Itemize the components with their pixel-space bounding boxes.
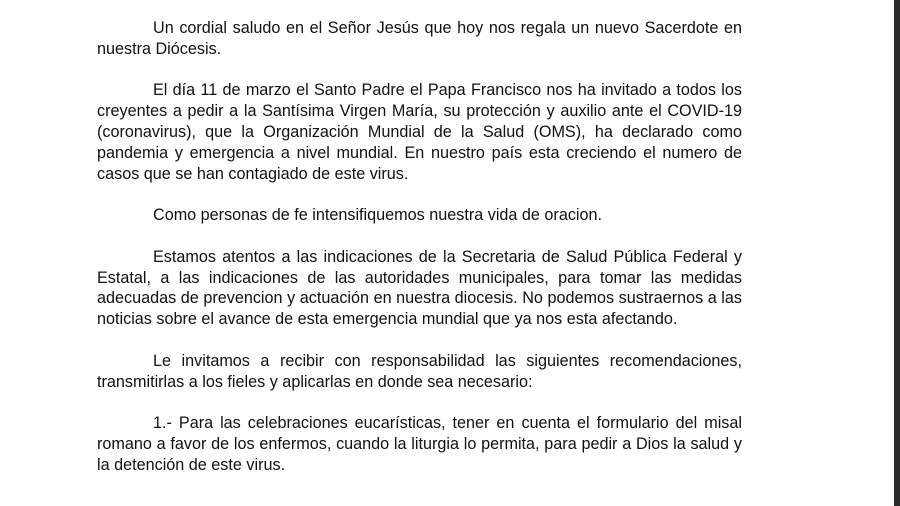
paragraph-recommendations-intro: Le invitamos a recibir con responsabilidad las siguientes recomendaciones, transmitirlas a los fieles y aplicarlas en donde sea necesario: [97,351,742,391]
paragraph-prayer: Como personas de fe intensifiquemos nuestra vida de oracion. [153,206,603,225]
paragraph-health-authorities: Estamos atentos a las indicaciones de la Secretaria de Salud Pública Federal y Estatal, a las indicaciones de las autoridades municipales, para tomar las medidas adecuadas de prevencion y actuación en nuestra diocesis. No podemos sustraernos a las noticias sobre el avance de esta emergencia mundial que ya nos esta afectando. [97,247,742,329]
document-page [97,18,742,496]
scrollbar-thumb[interactable] [894,0,900,506]
paragraph-greeting: Un cordial saludo en el Señor Jesús que hoy nos regala un nuevo Sacerdote en nuestra Diócesis. [97,19,742,58]
paragraph-recommendation-1: 1.- Para las celebraciones eucarísticas, tener en cuenta el formulario del misal romano a favor de los enfermos, cuando la liturgia lo permita, para pedir a Dios la salud y la detención de este virus. [97,414,742,474]
paragraph-papal-invitation: El día 11 de marzo el Santo Padre el Papa Francisco nos ha invitado a todos los creyentes a pedir a la Santísima Virgen María, su protección y auxilio ante el COVID-19 (coronavirus), que la Organización Mundial de la Salud (OMS), ha declarado como pandemia y emergencia a nivel mundial. En nuestro país esta creciendo el numero de casos que se han contagiado de este virus. [97,81,742,183]
scrollbar-track[interactable] [894,0,900,506]
